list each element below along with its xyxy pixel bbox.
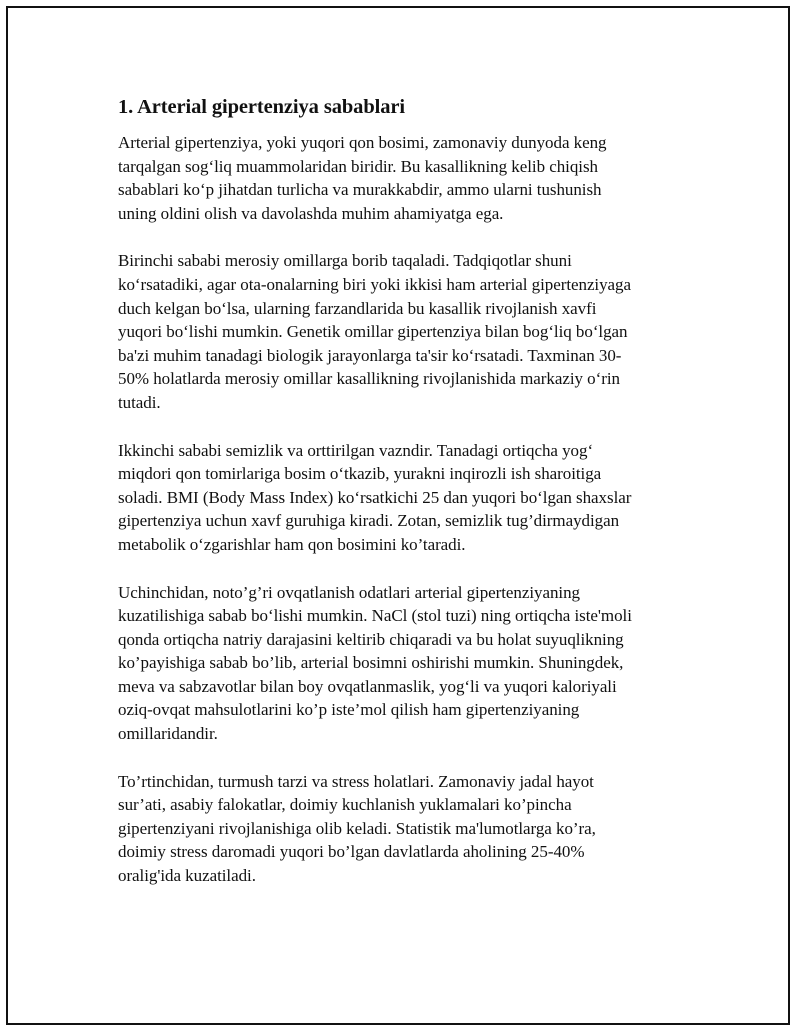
paragraph-lifestyle-stress: To’rtinchidan, turmush tarzi va stress holatlari. Zamonaviy jadal hayot sur’ati, asabiy falokatlar, doimiy kuchlanish yuklamalari ko’pincha gipertenziyani rivojlanishiga olib keladi. Statistik ma'lumotlarga ko’ra, doimiy stress daromadi yuqori bo’lgan davlatlarda aholining 25-40% oralig'ida kuzatiladi. <box>118 771 596 886</box>
section-heading: 1. Arterial gipertenziya sabablari <box>118 96 405 118</box>
paragraph-obesity: Ikkinchi sababi semizlik va orttirilgan vazndir. Tanadagi ortiqcha yog‘ miqdori qon tomirlariga bosim o‘tkazib, yurakni inqirozli ish sharoitiga soladi. BMI (Body Mass Index) ko‘rsatkichi 25 dan yuqori bo‘lgan shaxslar gipertenziya uchun xavf guruhiga kiradi. Zotan, semizlik tug’dirmaydigan metabolik o‘zgarishlar ham qon bosimini ko’taradi. <box>118 440 632 554</box>
paragraph-heredity: Birinchi sababi merosiy omillarga borib taqaladi. Tadqiqotlar shuni ko‘rsatadiki, agar ota-onalarning biri yoki ikkisi ham arterial gipertenziyaga duch kelgan bo‘lsa, ularning farzandlarida bu kasallik rivojlanish xavfi yuqori bo‘lishi mumkin. Genetik omillar gipertenziya bilan bog‘liq bo‘lgan ba'zi muhim tanadagi biologik jarayonlarga ta'sir ko‘rsatadi. Taxminan 30- 50% holatlarda merosiy omillar kasallikning rivojlanishida markaziy o‘rin tutadi. <box>118 251 631 412</box>
paragraph-introduction: Arterial gipertenziya, yoki yuqori qon bosimi, zamonaviy dunyoda keng tarqalgan sog‘liq muammolaridan biridir. Bu kasallikning kelib chiqish sabablari ko‘p jihatdan turlicha va murakkabdir, ammo ularni tushunish uning oldini olish va davolashda muhim ahamiyatga ega. <box>118 133 607 223</box>
paragraph-nutrition: Uchinchidan, noto’g’ri ovqatlanish odatlari arterial gipertenziyaning kuzatilishiga sabab bo‘lishi mumkin. NaCl (stol tuzi) ning ortiqcha iste'moli qonda ortiqcha natriy darajasini keltirib chiqaradi va bu holat suyuqlikning ko’payishiga sabab bo’lib, arterial bosimni oshirishi mumkin. Shuningdek, meva va sabzavotlar bilan boy ovqatlanmaslik, yog‘li va yuqori kaloriyali oziq-ovqat mahsulotlarini ko’p iste’mol qilish ham gipertenziyaning omillaridandir. <box>118 582 632 744</box>
document-body <box>118 94 684 912</box>
